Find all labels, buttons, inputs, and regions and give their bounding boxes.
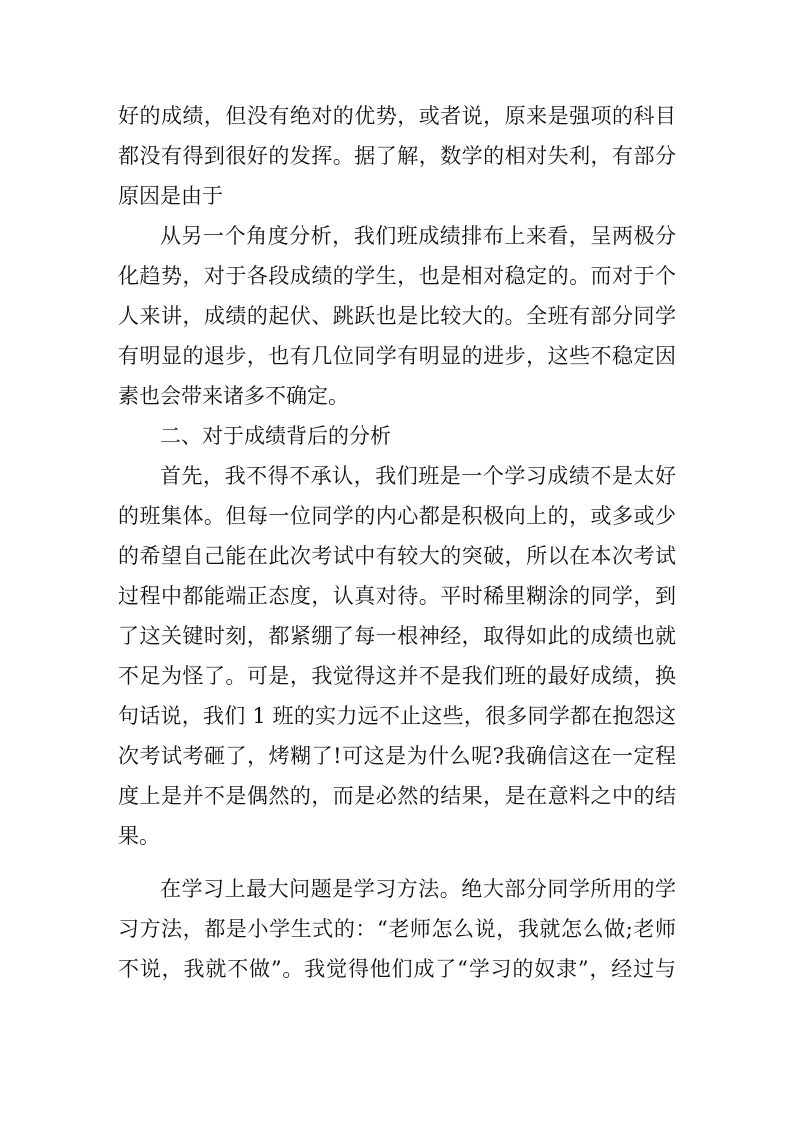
paragraph [118,96,676,216]
text-line: 习方法，都是小学生式的：“老师怎么说，我就怎么做;老师 [118,917,676,941]
text-line: 句话说，我们 1 班的实力远不止这些，很多同学都在抱怨这 [118,704,676,728]
text-line: 人来讲，成绩的起伏、跳跃也是比较大的。全班有部分同学 [118,304,676,328]
heading-line: 二、对于成绩背后的分析 [160,424,391,448]
paragraph [118,456,676,856]
paragraph [118,869,676,989]
text-line: 首先，我不得不承认，我们班是一个学习成绩不是太好 [160,464,676,488]
text-line: 都没有得到很好的发挥。据了解，数学的相对失利，有部分 [118,144,676,168]
text-line: 在学习上最大问题是学习方法。绝大部分同学所用的学 [160,877,676,901]
text-line: 度上是并不是偶然的，而是必然的结果，是在意料之中的结 [118,784,676,808]
text-line: 过程中都能端正态度，认真对待。平时稀里糊涂的同学，到 [118,584,676,608]
text-line: 从另一个角度分析，我们班成绩排布上来看，呈两极分 [160,224,676,248]
text-line: 素也会带来诸多不确定。 [118,384,349,408]
body-text [118,96,676,989]
section-heading [118,416,676,456]
text-line: 好的成绩，但没有绝对的优势，或者说，原来是强项的科目 [118,104,676,128]
text-line: 的班集体。但每一位同学的内心都是积极向上的，或多或少 [118,504,676,528]
text-line: 化趋势，对于各段成绩的学生，也是相对稳定的。而对于个 [118,264,676,288]
text-line: 原因是由于 [118,184,223,208]
paragraph [118,216,676,416]
text-line: 果。 [118,824,160,848]
text-line: 不说，我就不做”。我觉得他们成了“学习的奴隶”，经过与 [118,957,676,981]
text-line: 的希望自己能在此次考试中有较大的突破，所以在本次考试 [118,544,676,568]
text-line: 不足为怪了。可是，我觉得这并不是我们班的最好成绩，换 [118,664,676,688]
text-line: 了这关键时刻，都紧绷了每一根神经，取得如此的成绩也就 [118,624,676,648]
text-line: 次考试考砸了，烤糊了!可这是为什么呢?我确信这在一定程 [118,744,676,768]
text-line: 有明显的退步，也有几位同学有明显的进步，这些不稳定因 [118,344,676,368]
